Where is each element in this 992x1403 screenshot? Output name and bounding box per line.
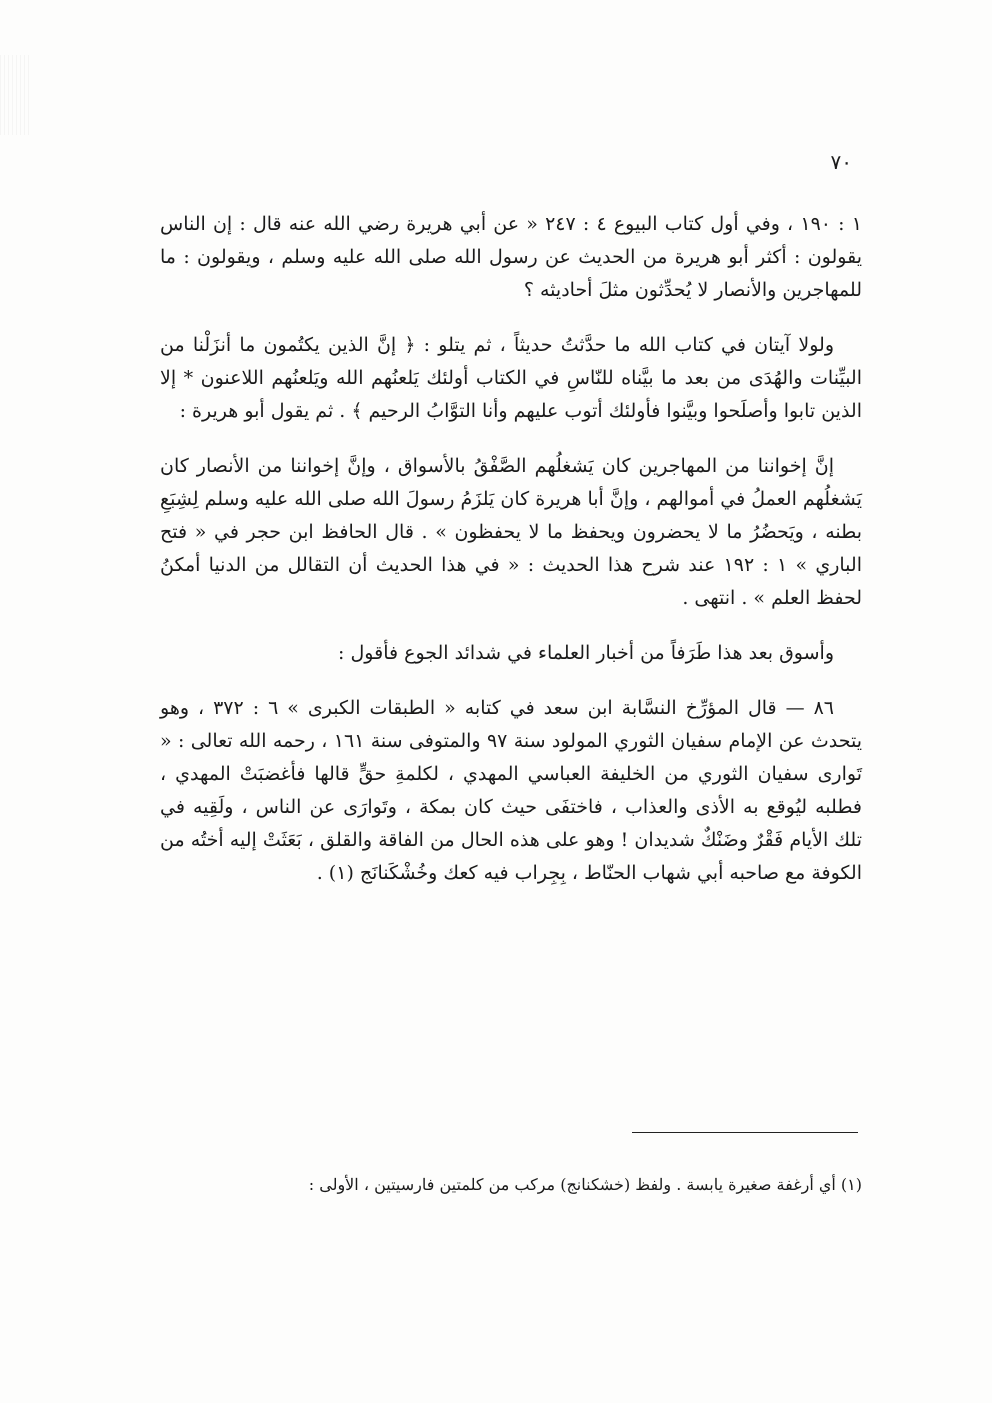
paragraph-quran-verse: ولولا آيتان في كتاب الله ما حدَّثتُ حديثاً ، ثم يتلو : ﴿ إنَّ الذين يكتُمون ما أنزَلْنا من البيِّنات والهُدَى من بعد ما بيَّناه للنّاسِ في الكتاب أولئك يَلعنُهم الله ويَلعنُهم اللاعنون * إلا الذين تابوا وأصلَحوا وبيَّنوا فأولئك أتوب عليهم وأنا التوَّابُ الرحيم ﴾ . ثم يقول أبو هريرة : xyxy=(160,334,862,422)
paragraph-item-86: ٨٦ — قال المؤرِّخ النسَّابة ابن سعد في كتابه « الطبقات الكبرى » ٦ : ٣٧٢ ، وهو يتحدث عن الإمام سفيان الثوري المولود سنة ٩٧ والمتوفى سنة ١٦١ ، رحمه الله تعالى : « تَوارى سفيان الثوري من الخليفة العباسي المهدي ، لكلمةِ حقٍّ قالها فأغضبَتْ المهدي ، فطلبه ليُوقع به الأذى والعذاب ، فاختفَى حيث كان بمكة ، وتَوارَى عن الناس ، ولَقِيه في تلك الأيام فَقْرٌ وضَنْكٌ شديدان ! وهو على هذه الحال من الفاقة والقلق ، بَعَثَتْ إليه أختُه من الكوفة مع صاحبه أبي شهاب الحنّاط ، بِجِراب فيه كعك وخُشْكَنانَج (١) . xyxy=(160,697,863,884)
paragraph-abu-hurayra-quote: إنَّ إخواننا من المهاجرين كان يَشغلُهم الصَّفْقُ بالأسواق ، وإنَّ إخواننا من الأنصار كان يَشغلُهم العملُ في أموالهم ، وإنَّ أبا هريرة كان يَلزَمُ رسولَ الله صلى الله عليه وسلم لِشِبَعِ بطنه ، ويَحضُرُ ما لا يحضرون ويحفظ ما لا يحفظون » . قال الحافظ ابن حجر في « فتح الباري » ١ : ١٩٢ عند شرح هذا الحديث : « في هذا الحديث أن التقالل من الدنيا أمكنُ لحفظ العلم » . انتهى . xyxy=(160,455,862,609)
main-text xyxy=(160,208,862,912)
scan-edge-artifact xyxy=(0,55,30,135)
footnote: (١) أي أرغفة صغيرة يابسة . ولفظ (خشكنانج) مركب من كلمتين فارسيتين ، الأولى : xyxy=(308,1175,862,1194)
page-number: ٧٠ xyxy=(830,150,852,174)
footnote-separator xyxy=(632,1132,858,1133)
paragraph-transition: وأسوق بعد هذا طَرَفاً من أخبار العلماء في شدائد الجوع فأقول : xyxy=(338,642,834,664)
paragraph-hadith-continuation: ١ : ١٩٠ ، وفي أول كتاب البيوع ٤ : ٢٤٧ « عن أبي هريرة رضي الله عنه قال : إن الناس يقولون : أكثر أبو هريرة من الحديث عن رسول الله صلى الله عليه وسلم ، ويقولون : ما للمهاجرين والأنصار لا يُحدِّثون مثلَ أحاديثه ؟ xyxy=(160,213,862,301)
